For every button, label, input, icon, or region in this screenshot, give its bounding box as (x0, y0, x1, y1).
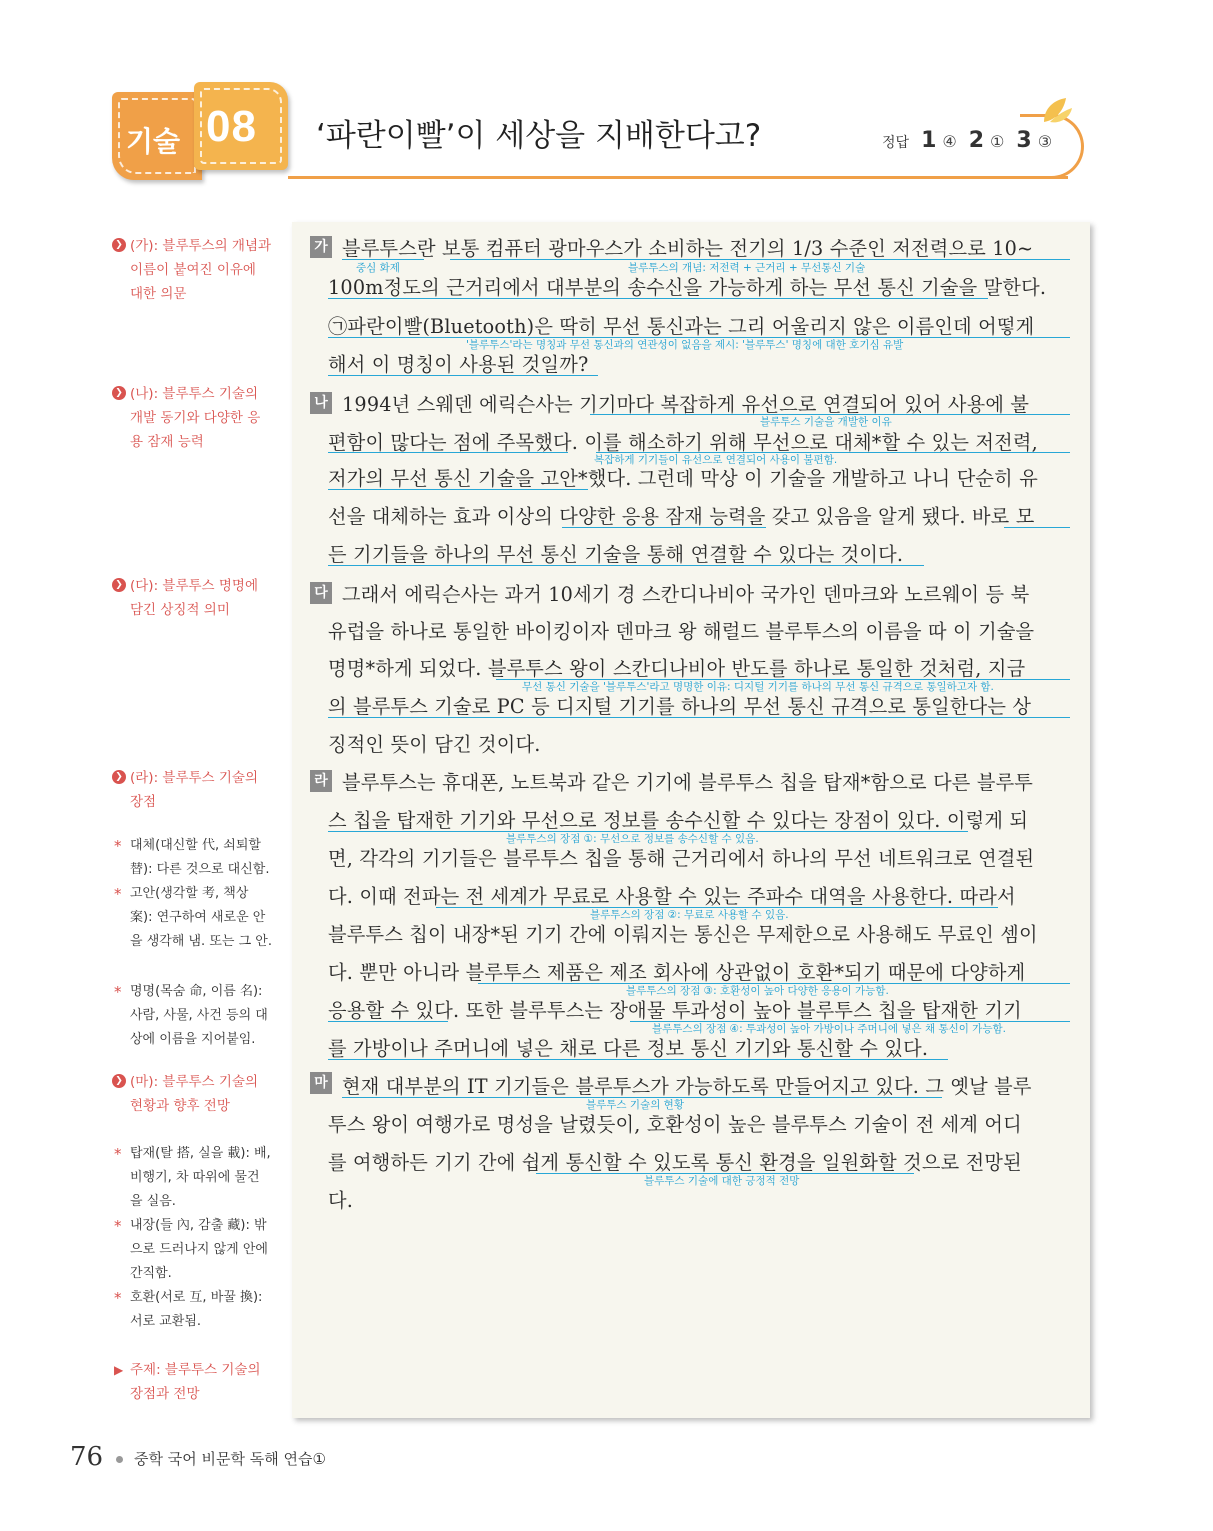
passage-line: 를 여행하든 기기 간에 쉽게 통신할 수 있도록 통신 환경을 일원화할 것으로 전망된 (328, 1151, 1022, 1174)
annotation: 블루투스 기술을 개발한 이유 (760, 416, 892, 428)
underline (328, 717, 1070, 718)
annotation: 블루투스의 장점 ③: 호환성이 높아 다양한 응용이 가능함. (626, 985, 889, 997)
annotation: 블루투스 기술의 현황 (586, 1099, 684, 1111)
passage-line: 다. (328, 1189, 354, 1212)
glossary-item: * 대체(대신할 代, 쇠퇴할 替): 다른 것으로 대신함. (112, 834, 272, 882)
passage-line: 블루투스 칩이 내장*된 기기 간에 이뤄지는 통신은 무제한으로 사용해도 무료인 셈이 (328, 923, 1038, 946)
answer-number: 3 (1016, 128, 1032, 153)
passage-line: 해서 이 명칭이 사용된 것일까? (328, 353, 589, 376)
passage-line: 편함이 많다는 점에 주목했다. 이를 해소하기 위해 무선으로 대체*할 수 있는 저전력, (328, 431, 1038, 454)
passage-line: 징적인 뜻이 담긴 것이다. (328, 733, 541, 756)
underline (328, 375, 598, 376)
paragraph-marker: 나 (310, 392, 332, 414)
circle-arrow-icon: ❯ (112, 238, 126, 252)
glossary-item: * 내장(들 內, 감출 藏): 밖으로 드러나지 않게 안에 간직함. (112, 1214, 272, 1286)
leaf-icon (1040, 96, 1074, 126)
underline (328, 565, 924, 566)
category-label: 기술 (126, 126, 181, 157)
underline (328, 1021, 448, 1022)
margin-note: ❯ (다): 블루투스 명명에 담긴 상징적 의미 (112, 574, 272, 622)
passage-line: 스 칩을 탑재한 기기와 무선으로 정보를 송수신할 수 있다는 장점이 있다. 이렇게 되 (328, 809, 1029, 832)
passage-line: 선을 대체하는 효과 이상의 다양한 응용 잠재 능력을 갖고 있음을 알게 됐다. 바로 모 (328, 505, 1035, 528)
paragraph-marker: 라 (310, 770, 332, 792)
passage-line: 유럽을 하나로 통일한 바이킹이자 덴마크 왕 해럴드 블루투스의 이름을 따 이 기술을 (328, 620, 1035, 643)
underline (328, 1059, 948, 1060)
passage-line: 현재 대부분의 IT 기기들은 블루투스가 가능하도록 만들어지고 있다. 그 옛날 블루 (342, 1075, 1032, 1098)
annotation: 블루투스 기술에 대한 긍정적 전망 (644, 1175, 800, 1187)
answer-number: 2 (968, 128, 985, 153)
passage-line: 다. 뿐만 아니라 블루투스 제품은 제조 회사에 상관없이 호환*되기 때문에 다양하게 (328, 961, 1026, 984)
asterisk-icon: * (114, 1217, 122, 1235)
underline (328, 489, 588, 490)
triangle-icon: ▶ (114, 1363, 124, 1377)
passage-line: 면, 각각의 기기들은 블루투스 칩을 통해 근거리에서 하나의 무선 네트워크로 연결된 (328, 847, 1035, 870)
passage-line: 응용할 수 있다. 또한 블루투스는 장애물 투과성이 높아 블루투스 칩을 탑재한 기기 (328, 999, 1022, 1022)
section-number: 08 (206, 102, 257, 151)
passage-line: 1994년 스웨덴 에릭슨사는 기기마다 복잡하게 유선으로 연결되어 있어 사용에 불 (342, 393, 1030, 416)
passage-line: 의 블루투스 기술로 PC 등 디지털 기기를 하나의 무선 통신 규격으로 통일한다는 상 (328, 695, 1032, 718)
topic-note: ▶ 주제: 블루투스 기술의 장점과 전망 (112, 1358, 272, 1406)
passage-line: 를 가방이나 주머니에 넣은 채로 다른 정보 통신 기기와 통신할 수 있다. (328, 1037, 929, 1060)
margin-note: ❯ (나): 블루투스 기술의 개발 동기와 다양한 응용 잠재 능력 (112, 382, 272, 454)
underline (328, 298, 988, 299)
annotation: 블루투스의 개념: 저전력 + 근거리 + 무선통신 기술 (628, 262, 866, 274)
answer-key (882, 128, 1052, 153)
passage-line: 그래서 에릭슨사는 과거 10세기 경 스칸디나비아 국가인 덴마크와 노르웨이 등 북 (342, 583, 1030, 606)
answer-choice: ④ (942, 132, 957, 151)
annotation: 무선 통신 기술을 '블루투스'라고 명명한 이유: 디지털 기기를 하나의 무선 통신 규격으로 통일하고자 함. (522, 681, 994, 693)
page-title: ‘파란이빨’이 세상을 지배한다고? (316, 118, 762, 154)
passage-line: 명명*하게 되었다. 블루투스 왕이 스칸디나비아 반도를 하나로 통일한 것처럼, 지금 (328, 657, 1026, 680)
underline (1004, 527, 1070, 528)
asterisk-icon: * (114, 885, 122, 903)
answer-choice: ① (990, 132, 1005, 151)
annotation: '블루투스'라는 명칭과 무선 통신과의 연관성이 없음을 제시: '블루투스' 명칭에 대한 호기심 유발 (466, 339, 904, 351)
circle-arrow-icon: ❯ (112, 770, 126, 784)
header-rule (288, 176, 1068, 179)
footer-title: 중학 국어 비문학 독해 연습① (134, 1450, 326, 1468)
margin-note: ❯ (마): 블루투스 기술의 현황과 향후 전망 (112, 1070, 272, 1118)
circle-arrow-icon: ❯ (112, 1074, 126, 1088)
margin-note: ❯ (가): 블루투스의 개념과 이름이 붙여진 이유에 대한 의문 (112, 234, 272, 306)
glossary-item: * 고안(생각할 考, 책상 案): 연구하여 새로운 안을 생각해 냄. 또는 그 안. (112, 882, 272, 954)
asterisk-icon: * (114, 1289, 122, 1307)
section-tag (112, 82, 288, 182)
annotation: 블루투스의 장점 ①: 무선으로 정보를 송수신할 수 있음. (506, 833, 759, 845)
underline (328, 452, 568, 453)
answer-label: 정답 (882, 135, 910, 151)
asterisk-icon: * (114, 1145, 122, 1163)
margin-note: ❯ (라): 블루투스 기술의 장점 (112, 766, 272, 814)
glossary-item: * 명명(목숨 命, 이름 名): 사람, 사물, 사건 등의 대상에 이름을 지어붙임. (112, 980, 272, 1052)
paragraph-marker: 가 (310, 236, 332, 258)
glossary-item: * 호환(서로 互, 바꿀 換): 서로 교환됨. (112, 1286, 272, 1334)
asterisk-icon: * (114, 837, 122, 855)
passage-line: 투스 왕이 여행가로 명성을 날렸듯이, 호환성이 높은 블루투스 기술이 전 세계 어디 (328, 1113, 1022, 1136)
annotation: 블루투스의 장점 ④: 투과성이 높아 가방이나 주머니에 넣은 채 통신이 가능함. (652, 1023, 1006, 1035)
underline (562, 527, 766, 528)
asterisk-icon: * (114, 983, 122, 1001)
paragraph-marker: 마 (310, 1072, 332, 1094)
answer-choice: ③ (1037, 132, 1053, 151)
paragraph-marker: 다 (310, 582, 332, 604)
passage-line: 블루투스란 보통 컴퓨터 광마우스가 소비하는 전기의 1/3 수준인 저전력으로 10~ (342, 237, 1034, 260)
footer-dot-icon (116, 1456, 123, 1463)
passage-line: 다. 이때 전파는 전 세계가 무료로 사용할 수 있는 주파수 대역을 사용한다. 따라서 (328, 885, 1016, 908)
circle-arrow-icon: ❯ (112, 578, 126, 592)
annotation: 블루투스의 장점 ②: 무료로 사용할 수 있음. (590, 909, 789, 921)
answer-number: 1 (921, 128, 937, 153)
glossary-item: * 탑재(탈 搭, 실을 載): 배, 비행기, 차 따위에 물건을 실음. (112, 1142, 272, 1214)
passage-line: ㉠파란이빨(Bluetooth)은 딱히 무선 통신과는 그리 어울리지 않은 이름인데 어떻게 (328, 315, 1035, 338)
circle-arrow-icon: ❯ (112, 386, 126, 400)
passage-line: 든 기기들을 하나의 무선 통신 기술을 통해 연결할 수 있다는 것이다. (328, 543, 904, 566)
page-number: 76 (70, 1442, 104, 1472)
passage-line: 100m정도의 근거리에서 대부분의 송수신을 가능하게 하는 무선 통신 기술을 말한다. (328, 276, 1047, 299)
annotation: 중심 화제 (356, 262, 400, 274)
passage-line: 블루투스는 휴대폰, 노트북과 같은 기기에 블루투스 칩을 탑재*함으로 다른 블루투 (342, 771, 1034, 794)
passage-line: 저가의 무선 통신 기술을 고안*했다. 그런데 막상 이 기술을 개발하고 나니 단순히 유 (328, 467, 1038, 490)
annotation: 복잡하게 기기들이 유선으로 연결되어 사용이 불편함. (594, 454, 838, 466)
